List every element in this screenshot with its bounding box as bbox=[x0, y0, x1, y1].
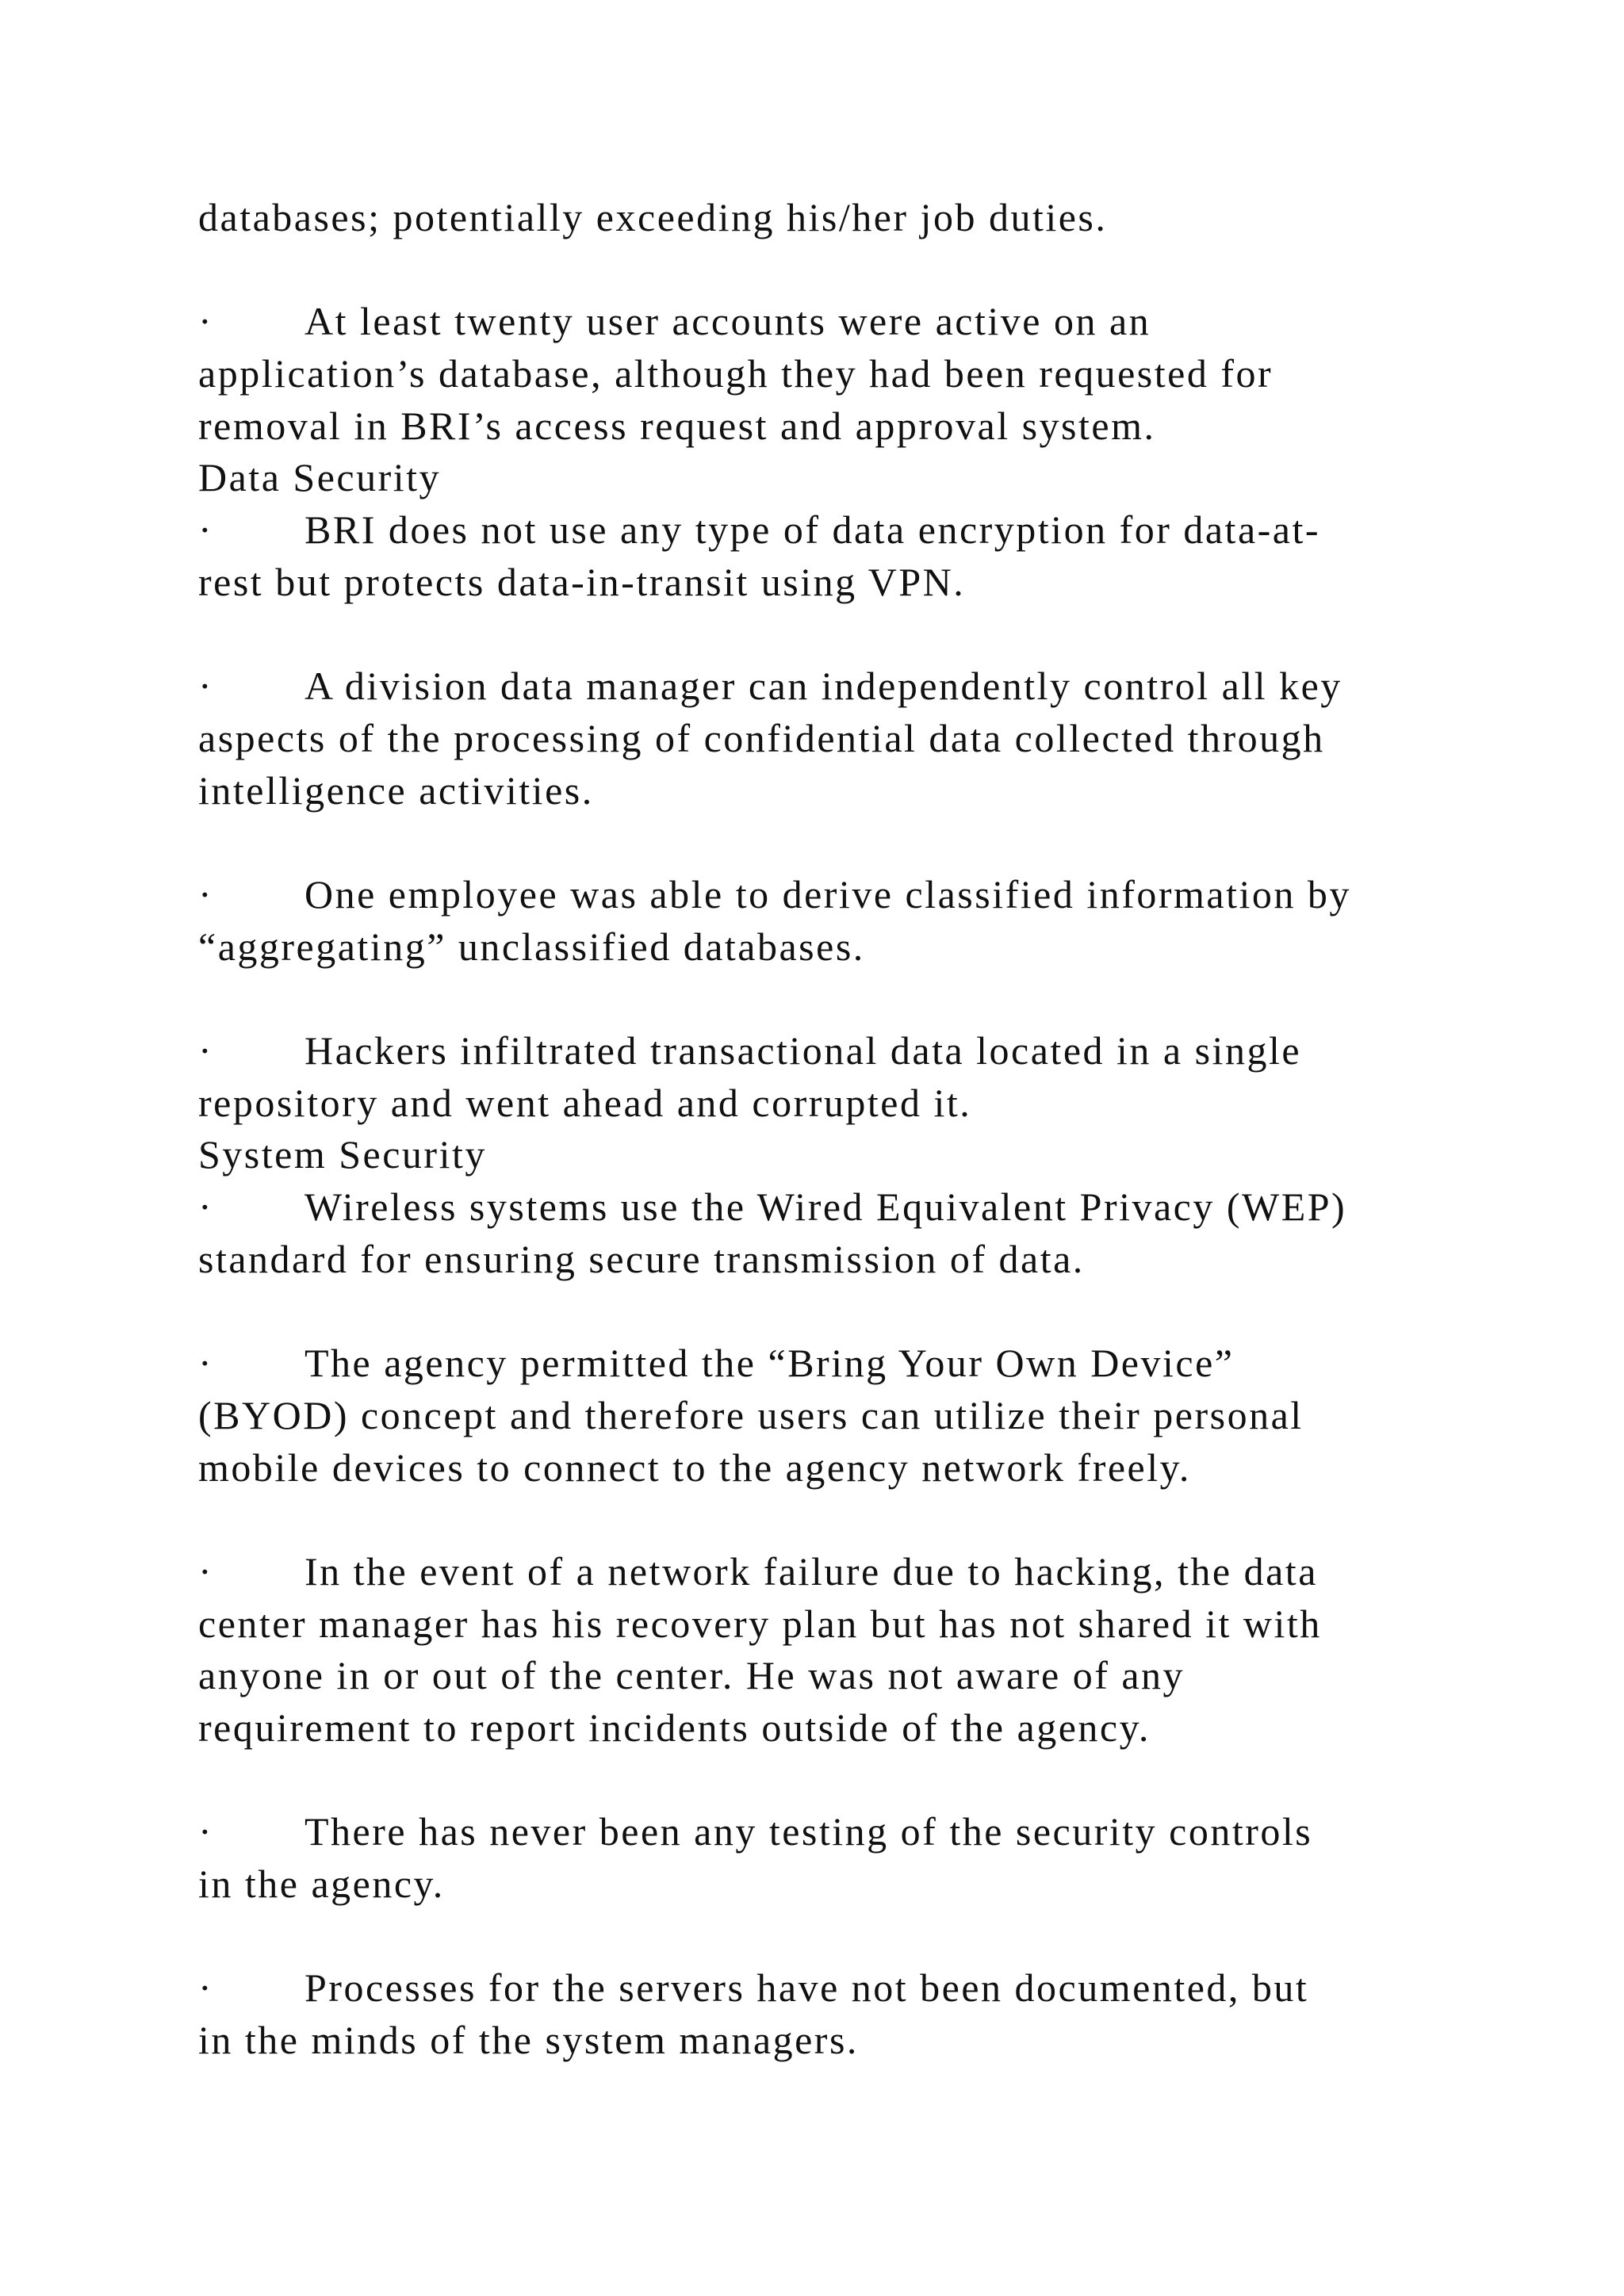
paragraph-spacer bbox=[198, 1285, 1546, 1337]
bullet-text-line: intelligence activities. bbox=[198, 767, 594, 813]
bullet-text-line: anyone in or out of the center. He was not aware of any bbox=[198, 1653, 1185, 1698]
bullet-text-line: rest but protects data-in-transit using VPN. bbox=[198, 559, 966, 604]
bullet-marker: · bbox=[198, 1028, 214, 1073]
paragraph-spacer bbox=[198, 817, 1546, 869]
bullet-text-first-line: One employee was able to derive classified information by bbox=[304, 871, 1351, 916]
paragraph-spacer bbox=[198, 1494, 1546, 1546]
bullet-item bbox=[198, 660, 1546, 817]
paragraph-spacer bbox=[198, 1755, 1546, 1807]
bullet-text-line: standard for ensuring secure transmission of data. bbox=[198, 1236, 1085, 1281]
bullet-marker: · bbox=[198, 299, 214, 344]
bullet-marker: · bbox=[198, 1184, 214, 1230]
bullet-text-line: mobile devices to connect to the agency network freely. bbox=[198, 1445, 1191, 1490]
bullet-text-line: in the agency. bbox=[198, 1862, 445, 1906]
bullet-text-line: “aggregating” unclassified databases. bbox=[198, 924, 865, 969]
bullet-marker: · bbox=[198, 1965, 214, 2011]
bullet-text-line: center manager has his recovery plan but has not shared it with bbox=[198, 1601, 1322, 1646]
paragraph-spacer bbox=[198, 973, 1546, 1025]
bullet-text-line: requirement to report incidents outside of the agency. bbox=[198, 1705, 1151, 1750]
bullet-marker: · bbox=[198, 507, 214, 553]
bullet-item bbox=[198, 1025, 1546, 1129]
bullet-text-first-line: BRI does not use any type of data encryption for data-at- bbox=[304, 507, 1321, 553]
bullet-item bbox=[198, 1181, 1546, 1285]
bullet-text-first-line: Wireless systems use the Wired Equivalent Privacy (WEP) bbox=[304, 1184, 1347, 1230]
paragraph-spacer bbox=[198, 1911, 1546, 1963]
bullet-text-first-line: The agency permitted the “Bring Your Own Device” bbox=[304, 1341, 1235, 1386]
bullet-marker: · bbox=[198, 871, 214, 916]
intro-line: databases; potentially exceeding his/her job duties. bbox=[198, 195, 1108, 239]
bullet-marker: · bbox=[198, 1809, 214, 1854]
bullet-text-first-line: There has never been any testing of the security controls bbox=[304, 1809, 1313, 1854]
bullet-item bbox=[198, 1806, 1546, 1910]
section-heading-data-security: Data Security bbox=[198, 455, 442, 500]
bullet-item bbox=[198, 1546, 1546, 1755]
paragraph-spacer bbox=[198, 244, 1546, 297]
bullet-item bbox=[198, 1962, 1546, 2066]
paragraph-spacer bbox=[198, 609, 1546, 661]
bullet-marker: · bbox=[198, 664, 214, 709]
bullet-text-first-line: In the event of a network failure due to hacking, the data bbox=[304, 1548, 1318, 1594]
bullet-text-first-line: Hackers infiltrated transactional data located in a single bbox=[304, 1028, 1302, 1073]
bullet-text-first-line: A division data manager can independently control all key bbox=[304, 664, 1342, 709]
bullet-text-line: repository and went ahead and corrupted it. bbox=[198, 1080, 972, 1125]
bullet-item bbox=[198, 296, 1546, 452]
bullet-text-line: (BYOD) concept and therefore users can utilize their personal bbox=[198, 1392, 1304, 1437]
bullet-item bbox=[198, 504, 1546, 608]
bullet-marker: · bbox=[198, 1548, 214, 1594]
bullet-text-first-line: Processes for the servers have not been documented, but bbox=[304, 1965, 1309, 2011]
bullet-item bbox=[198, 1337, 1546, 1494]
bullet-text-line: in the minds of the system managers. bbox=[198, 2018, 859, 2063]
bullet-marker: · bbox=[198, 1341, 214, 1386]
bullet-text-line: removal in BRI’s access request and approval system. bbox=[198, 403, 1156, 448]
document-body bbox=[198, 192, 1546, 2067]
bullet-text-line: aspects of the processing of confidential data collected through bbox=[198, 715, 1325, 760]
bullet-item bbox=[198, 869, 1546, 973]
section-heading-system-security: System Security bbox=[198, 1132, 487, 1177]
bullet-text-line: application’s database, although they had been requested for bbox=[198, 351, 1274, 396]
bullet-text-first-line: At least twenty user accounts were active on an bbox=[304, 299, 1151, 344]
